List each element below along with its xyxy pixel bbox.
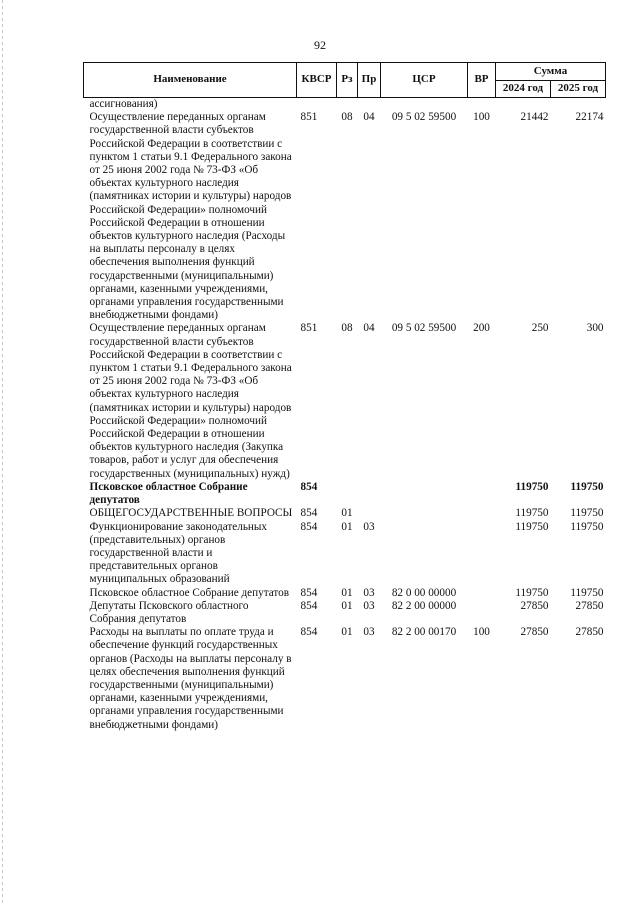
row-vr — [468, 587, 496, 600]
row-vr — [468, 521, 496, 587]
row-csr: 82 0 00 00000 — [391, 586, 457, 599]
row-pr: 04 — [363, 322, 375, 335]
row-rz: 01 — [341, 626, 353, 639]
table-row — [84, 98, 606, 112]
row-kvsr: 854 — [300, 599, 318, 612]
row-name: Депутаты Псковского областного Собрания депутатов — [89, 599, 249, 625]
table-row — [84, 111, 606, 322]
row-rz: 01 — [341, 599, 353, 612]
table-body — [84, 98, 606, 732]
row-kvsr: 854 — [300, 626, 318, 639]
row-vr — [468, 507, 496, 520]
row-name: Псковское областное Собрание депутатов — [89, 480, 248, 507]
row-sum-2024: 119750 — [515, 520, 549, 533]
header-vr: ВР — [468, 63, 496, 98]
row-csr: 09 5 02 59500 — [391, 111, 457, 124]
row-kvsr: 854 — [300, 520, 318, 533]
row-csr — [381, 521, 468, 587]
header-year-2025: 2025 год — [551, 81, 606, 98]
row-rz: 01 — [341, 520, 353, 533]
row-kvsr — [297, 98, 337, 112]
page-number: 92 — [314, 38, 326, 52]
row-name: ассигнования) — [89, 98, 158, 110]
row-rz — [337, 98, 358, 112]
row-sum-2025: 22174 — [575, 111, 604, 124]
row-sum-2024 — [496, 98, 551, 112]
row-sum-2025: 119750 — [570, 507, 604, 520]
row-pr: 03 — [363, 599, 375, 612]
row-vr: 100 — [473, 111, 490, 124]
row-sum-2024: 250 — [531, 322, 549, 335]
table-row — [84, 507, 606, 520]
row-kvsr: 854 — [300, 480, 318, 493]
row-pr — [358, 507, 381, 520]
row-sum-2025: 27850 — [575, 626, 604, 639]
row-sum-2024: 119750 — [515, 586, 549, 599]
row-name: Осуществление переданных органам государственной власти субъектов Российской Федерации в соответствии с пунктом 1 статьи 9.1 Федерального закона от 25 июня 2002 года № 73-ФЗ «Об объектах культурного наследия (памятниках истории и культуры) народов Российской Федерации» полномочий Российской Федерации в отношении объектов культурного наследия (Расходы на выплаты персоналу в целях обеспечения выполнения функций государственными (муниципальными) органами, казенными учреждениями, органами управления государственными внебюджетными фондами) — [89, 111, 292, 322]
table-row — [84, 521, 606, 587]
row-vr: 100 — [473, 626, 490, 639]
row-kvsr: 854 — [300, 507, 318, 520]
row-sum-2024: 119750 — [515, 507, 549, 520]
row-name: Расходы на выплаты по оплате труда и обеспечение функций государственных органов (Расходы на выплаты персоналу в целях обеспечения выполнения функций государственными (муниципальными) органами, казенными учреждениями, органами управления государственными внебюджетными фондами) — [89, 626, 292, 731]
row-sum-2025: 300 — [586, 322, 604, 335]
row-rz: 08 — [341, 322, 353, 335]
row-vr — [468, 98, 496, 112]
row-sum-2025: 27850 — [575, 599, 604, 612]
row-rz: 01 — [341, 507, 353, 520]
row-kvsr: 851 — [300, 322, 318, 335]
row-pr: 03 — [363, 626, 375, 639]
table-row — [84, 587, 606, 600]
row-pr — [358, 481, 381, 507]
header-rz: Рз — [337, 63, 358, 98]
row-sum-2024: 119750 — [515, 480, 549, 493]
row-sum-2025: 119750 — [570, 520, 604, 533]
row-sum-2024: 27850 — [520, 599, 549, 612]
header-year-2024: 2024 год — [496, 81, 551, 98]
header-name: Наименование — [84, 63, 297, 98]
table-row — [84, 481, 606, 507]
row-csr: 82 2 00 00000 — [391, 599, 457, 612]
row-csr — [381, 481, 468, 507]
row-vr — [468, 481, 496, 507]
row-pr — [358, 98, 381, 112]
header-csr: ЦСР — [381, 63, 468, 98]
table-row — [84, 322, 606, 480]
header-pr: Пр — [358, 63, 381, 98]
header-sum: Сумма — [496, 63, 606, 81]
row-pr: 04 — [363, 111, 375, 124]
row-csr — [381, 507, 468, 520]
budget-table — [83, 62, 606, 732]
row-name: Псковское областное Собрание депутатов — [89, 586, 290, 599]
row-name: Осуществление переданных органам государственной власти субъектов Российской Федерации в соответствии с пунктом 1 статьи 9.1 Федерального закона от 25 июня 2002 года № 73-ФЗ «Об объектах культурного наследия (памятниках истории и культуры) народов Российской Федерации» полномочий Российской Федерации в отношении объектов культурного наследия (Закупка товаров, работ и услуг для обеспечения государственных (муниципальных) нужд) — [89, 322, 292, 480]
header-kvsr: КВСР — [297, 63, 337, 98]
row-rz — [337, 481, 358, 507]
row-csr — [381, 98, 468, 112]
row-csr: 82 2 00 00170 — [391, 626, 457, 639]
row-rz: 01 — [341, 586, 353, 599]
scan-margin-line — [2, 0, 3, 905]
row-sum-2025: 119750 — [570, 480, 604, 493]
row-kvsr: 851 — [300, 111, 318, 124]
row-name: Функционирование законодательных (представительных) органов государственной власти и представительных органов муниципальных образований — [89, 520, 268, 586]
row-pr: 03 — [363, 520, 375, 533]
row-rz: 08 — [341, 111, 353, 124]
table-row — [84, 600, 606, 626]
row-kvsr: 854 — [300, 586, 318, 599]
row-name: ОБЩЕГОСУДАРСТВЕННЫЕ ВОПРОСЫ — [89, 507, 293, 520]
row-pr: 03 — [363, 586, 375, 599]
row-vr: 200 — [473, 322, 490, 335]
row-sum-2025: 119750 — [570, 586, 604, 599]
row-csr: 09 5 02 59500 — [391, 322, 457, 335]
row-sum-2024: 27850 — [520, 626, 549, 639]
row-sum-2024: 21442 — [520, 111, 549, 124]
table-row — [84, 626, 606, 732]
row-vr — [468, 600, 496, 626]
row-sum-2025 — [551, 98, 606, 112]
